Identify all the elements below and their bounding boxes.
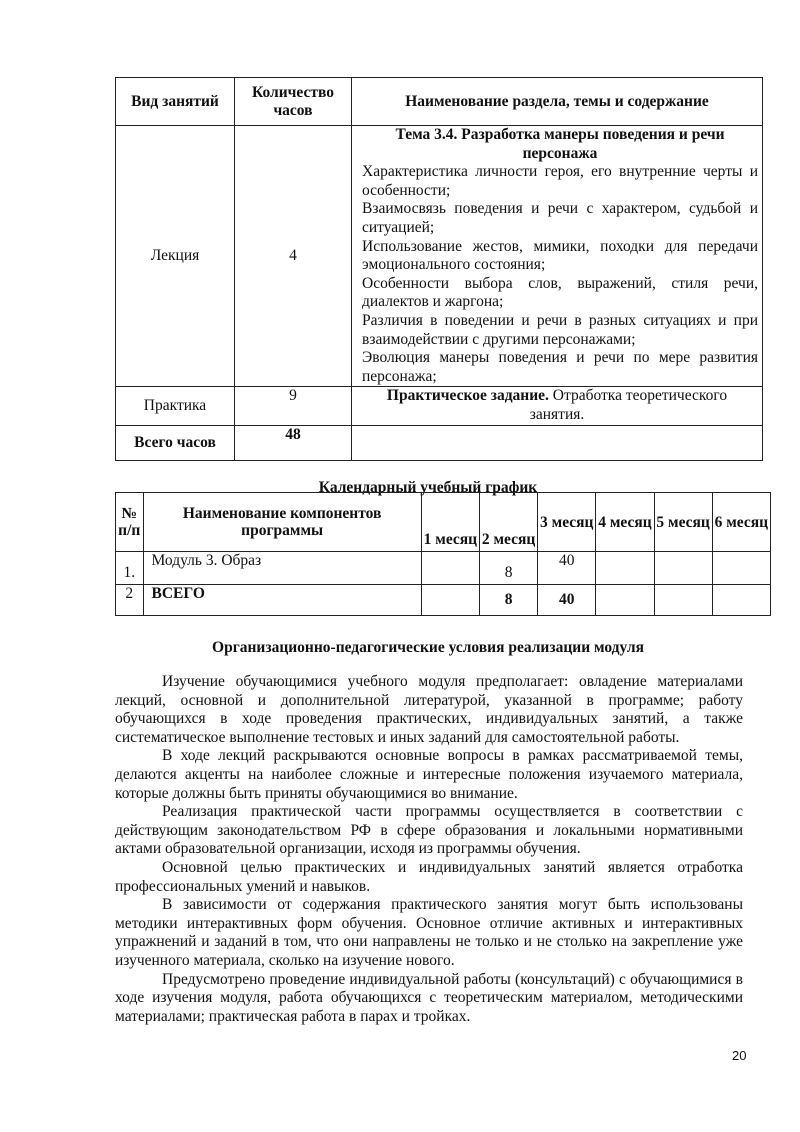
table-header-row <box>116 78 763 126</box>
column-header-month-5: 5 месяц <box>654 493 712 552</box>
content-cell <box>352 387 763 425</box>
content-item: Эволюция манеры поведения и речи по мере развития персонажа; <box>362 349 758 385</box>
section-body <box>115 673 743 1026</box>
paragraph: Изучение обучающимися учебного модуля предполагает: овладение материалами лекций, основной и дополнительной литературой, указанной в программе; работу обучающихся в ходе проведения практических, индивидуальных занятий, а также систематическое выполнение тестовых и иных заданий для самостоятельной работы. <box>115 673 743 746</box>
row-number-cell: 2 <box>116 585 144 616</box>
table-row <box>116 425 763 460</box>
content-item: Использование жестов, мимики, походки для передачи эмоционального состояния; <box>362 237 758 274</box>
hours-cell: 4 <box>235 126 352 387</box>
column-header-lesson-type: Вид занятий <box>116 78 235 126</box>
column-header-hours: Количество часов <box>235 78 352 126</box>
column-header-month-2: 2 месяц <box>479 493 537 552</box>
table-row <box>116 387 763 425</box>
month-cell <box>421 552 479 585</box>
total-label-cell: Всего часов <box>116 425 235 460</box>
month-cell <box>596 552 654 585</box>
month-cell <box>712 585 770 616</box>
column-header-month-1: 1 месяц <box>421 493 479 552</box>
schedule-table <box>115 492 771 616</box>
month-cell <box>654 552 712 585</box>
column-header-number: № п/п <box>116 493 144 552</box>
page-number: 20 <box>732 1048 747 1063</box>
paragraph: Предусмотрено проведение индивидуальной работы (консультаций) с обучающимися в ходе изучения модуля, работа обучающихся с теоретическим материалом, методическими материалами; практическая работа в парах и тройках. <box>115 970 743 1025</box>
content-item: Особенности выбора слов, выражений, стиля речи, диалектов и жаргона; <box>362 274 758 311</box>
paragraph: В ходе лекций раскрываются основные вопросы в рамках рассматриваемой темы, делаются акценты на наиболее сложные и интересные положения изучаемого материала, которые должны быть приняты обучающимися во внимание. <box>115 747 743 802</box>
column-header-month-4: 4 месяц <box>596 493 654 552</box>
total-hours-cell: 48 <box>235 425 352 460</box>
paragraph: Основной целью практических и индивидуальных занятий является отработка профессиональных умений и навыков. <box>115 858 743 895</box>
content-cell <box>352 126 763 387</box>
column-header-component: Наименование компонентов программы <box>143 493 421 552</box>
lesson-type-cell: Лекция <box>116 126 235 387</box>
table-header-row <box>116 493 771 552</box>
month-cell: 40 <box>538 552 596 585</box>
paragraph: Реализация практической части программы осуществляется в соответствии с действующим законодательством РФ в сфере образования и локальными нормативными актами образовательной организации, исходя из программы обучения. <box>115 803 743 858</box>
month-cell <box>596 585 654 616</box>
table-row <box>116 585 771 616</box>
column-header-month-6: 6 месяц <box>712 493 770 552</box>
month-cell: 8 <box>479 552 537 585</box>
month-cell <box>712 552 770 585</box>
month-cell <box>654 585 712 616</box>
content-item: Характеристика личности героя, его внутренние черты и особенности; <box>362 163 758 199</box>
month-cell: 8 <box>479 585 537 616</box>
table-row <box>116 126 763 387</box>
component-name-cell: Модуль 3. Образ <box>143 552 421 585</box>
column-header-content: Наименование раздела, темы и содержание <box>352 78 763 126</box>
month-cell <box>421 585 479 616</box>
content-item: Различия в поведении и речи в разных ситуациях и при взаимодействии с другими персонажами; <box>362 311 758 348</box>
lesson-content-table <box>115 77 763 461</box>
task-text: Отработка теоретического занятия. <box>529 387 728 423</box>
schedule-title: Календарный учебный график <box>318 479 538 496</box>
component-name-cell: ВСЕГО <box>143 585 421 616</box>
empty-cell <box>352 425 763 460</box>
hours-cell: 9 <box>235 387 352 425</box>
task-label: Практическое задание. <box>386 387 549 405</box>
row-number-cell: 1. <box>116 552 144 585</box>
topic-title: Тема 3.4. Разработка манеры поведения и речи персонажа <box>395 126 725 162</box>
table-row <box>116 552 771 585</box>
paragraph: В зависимости от содержания практического занятия могут быть использованы методики интерактивных форм обучения. Основное отличие активных и интерактивных упражнений и заданий в том, что они направлены не только и не столько на закрепление уже изученного материала, сколько на изучение нового. <box>115 896 743 969</box>
lesson-type-cell: Практика <box>116 387 235 425</box>
content-item: Взаимосвязь поведения и речи с характером, судьбой и ситуацией; <box>362 200 758 236</box>
month-cell: 40 <box>538 585 596 616</box>
column-header-month-3: 3 месяц <box>538 493 596 552</box>
section-title: Организационно-педагогические условия реализации модуля <box>212 639 644 656</box>
